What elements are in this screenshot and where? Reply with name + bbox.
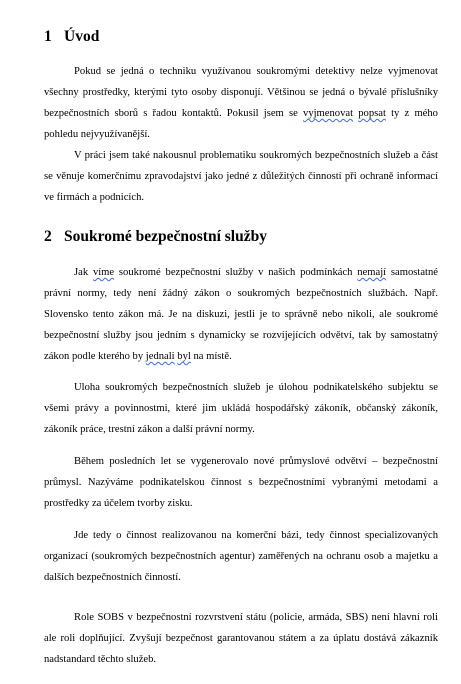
paragraph-sbs-2: Uloha soukromých bezpečnostních služeb je úlohou podnikatelského subjektu se všemi právy a povinnostmi, které jim ukládá hospodářský zákoník, občanský zákoník, zákoník práce, trestní zákon a další právní normy. <box>44 382 438 435</box>
text-run: samostatné právní normy, tedy není žádný zákon o soukromých bezpečnostních službách. Např. Slovensko tento zákon má. Je na diskuzi, jestli je to správně nebo nikoli, ale soukromé bezpečnostní služby jsou jedním s dynamicky se rozvíjejících odvětví, tak by samostatný zákon podle kterého by <box>44 267 438 362</box>
section-number: 2 <box>44 228 52 245</box>
section-title: Úvod <box>64 28 100 45</box>
text-run: Jak <box>74 267 93 278</box>
text-run: Pokud se jedná o techniku využívanou soukromými detektivy nelze vyjmenovat všechny prostředky, kterými tyto osoby disponují. Většinou se jedná o bývalé příslušníky bezpečnostních sborů s řadou kontaktů. Pokusil jsem se <box>44 66 438 119</box>
section-number: 1 <box>44 28 52 45</box>
text-run: soukromé bezpečnostní služby v našich podmínkách <box>114 267 358 278</box>
text-run: ty z mého pohledu nejvyužívanější. <box>44 108 438 140</box>
spellcheck-word: nemají <box>357 267 387 278</box>
spellcheck-word: vyjmenovat <box>303 108 354 119</box>
paragraph-sbs-3: Během posledních let se vygenerovalo nové průmyslové odvětví – bezpečnostní průmysl. Nazýváme podnikatelskou činnost s bezpečnostními vybranými metodami a prostředky za účelem tvorby zisku. <box>44 456 438 509</box>
spellcheck-word: jednali <box>145 351 175 362</box>
paragraph-intro-1 <box>44 61 438 145</box>
spellcheck-word: popsat <box>358 108 386 119</box>
text-run: na místě. <box>190 351 232 362</box>
paragraph-sbs-4: Jde tedy o činnost realizovanou na komerční bázi, tedy činnost specializovaných organizací (soukromých bezpečnostních agentur) zaměřených na ochranu osob a majetku a dalších bezpečnostních činností. <box>44 530 438 583</box>
paragraph-sbs-5: Role SOBS v bezpečnostní rozvrstvení státu (policie, armáda, SBS) není hlavní roli ale roli doplňující. Zvyšují bezpečnost garantovanou státem a za úplatu dostává zákazník nadstandard těchto služeb. <box>44 612 438 665</box>
paragraph-sbs-1 <box>44 262 438 367</box>
spellcheck-word: víme <box>92 267 115 278</box>
section-title: Soukromé bezpečnostní služby <box>64 228 267 245</box>
paragraph-intro-2: V práci jsem také nakousnul problematiku soukromých bezpečnostních služeb a část se věnuje komerčnímu zpravodajství jako jedné z důležitých činností při ochraně informací ve firmách a podnicích. <box>44 150 438 203</box>
spellcheck-word: byl <box>177 351 191 362</box>
section-heading-uvod <box>44 28 99 46</box>
section-heading-sbs <box>44 228 267 246</box>
